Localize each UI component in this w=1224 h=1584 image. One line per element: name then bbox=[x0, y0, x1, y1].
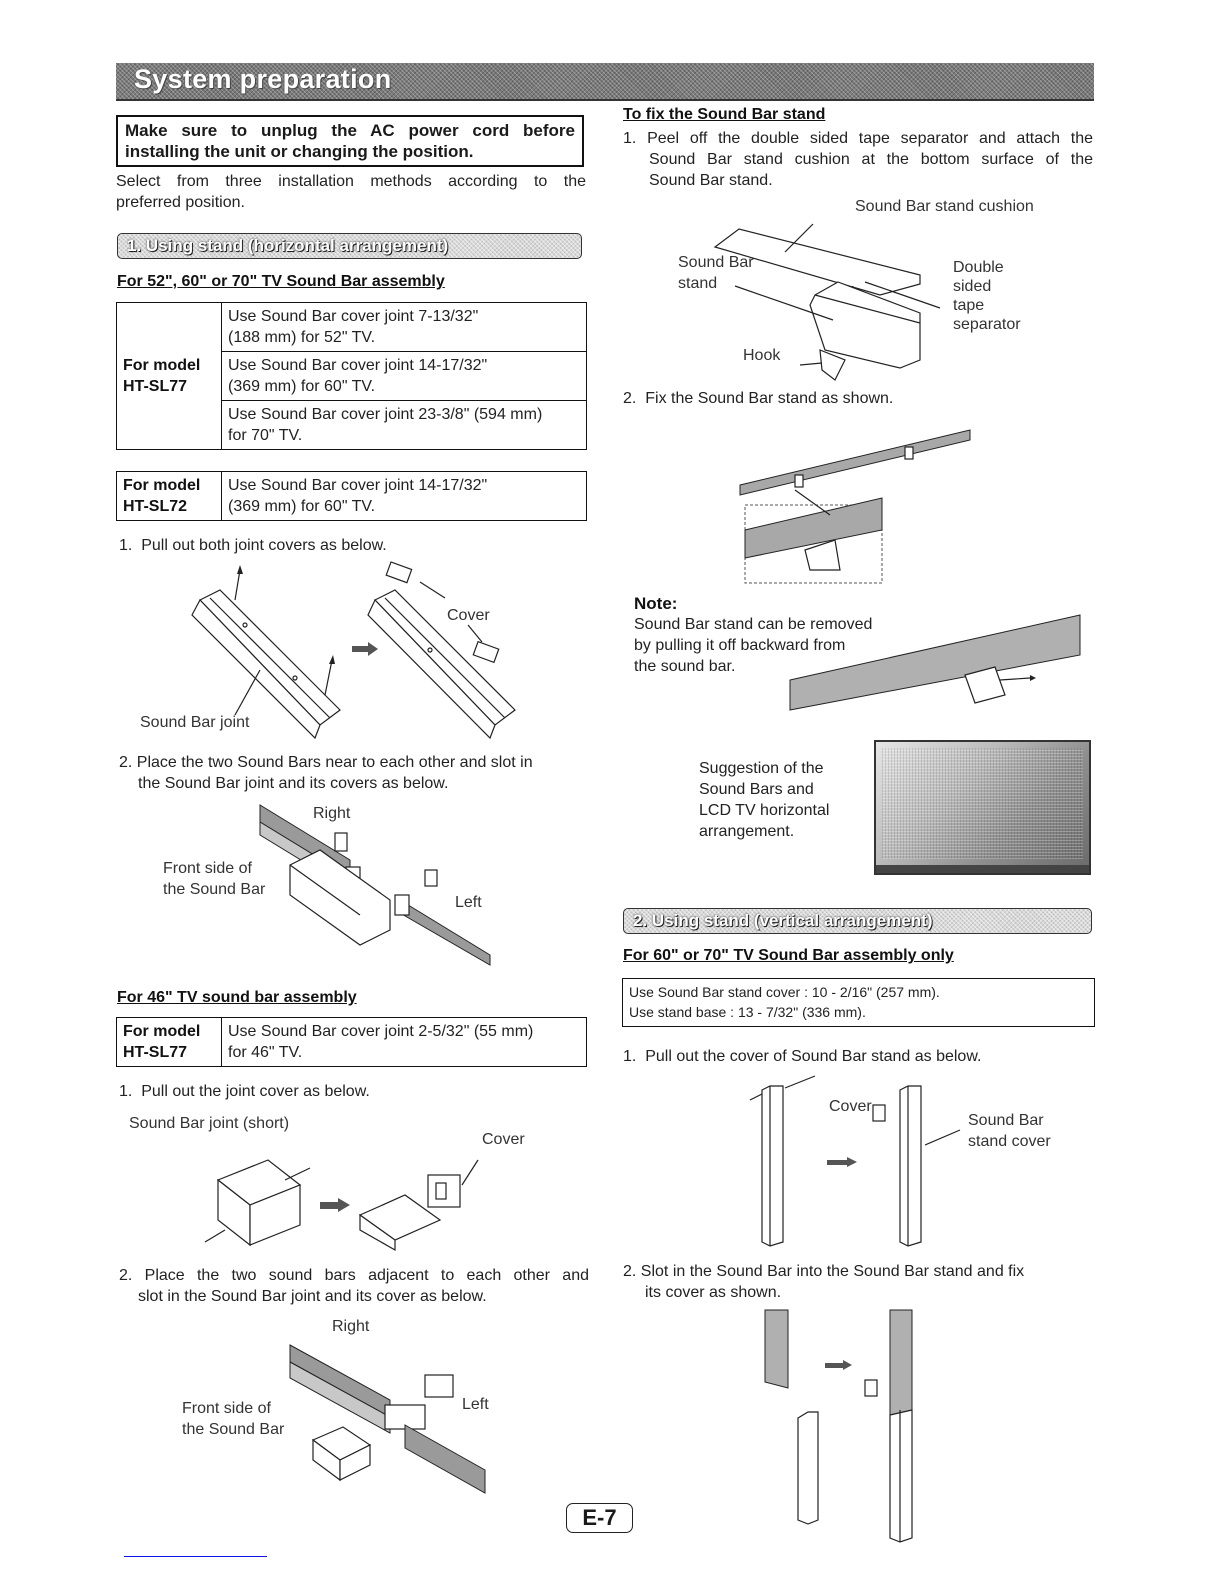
intro-line-1: Select from three installation methods according to the bbox=[116, 173, 586, 190]
figure-short-joint bbox=[200, 1150, 500, 1250]
label-line: Sound Bar bbox=[678, 254, 754, 271]
fix-step-1 bbox=[623, 128, 1093, 191]
model-label: For model bbox=[123, 357, 201, 374]
step-text: Slot in the Sound Bar into the Sound Bar stand and fix bbox=[640, 1263, 1025, 1280]
subheading-52-60-70: For 52", 60" or 70" TV Sound Bar assembly bbox=[117, 273, 445, 290]
section-2-heading: 2. Using stand (vertical arrangement) bbox=[633, 911, 933, 930]
fix-step-2 bbox=[623, 388, 893, 409]
h46-step-2 bbox=[119, 1265, 589, 1307]
joint-cover-arrow bbox=[352, 642, 378, 656]
label-line: Sound Bar bbox=[968, 1112, 1044, 1129]
label-cover-vertical: Cover bbox=[829, 1098, 872, 1115]
step-text: Pull out the cover of Sound Bar stand as below. bbox=[645, 1048, 982, 1065]
step-text: Pull out the joint cover as below. bbox=[141, 1083, 370, 1100]
step-text: the Sound Bar joint and its covers as below. bbox=[138, 775, 449, 792]
spec-line: Use Sound Bar stand cover : 10 - 2/16" (257 mm). bbox=[629, 984, 940, 1000]
suggestion-line: Suggestion of the bbox=[699, 760, 824, 777]
step-text: Sound Bar stand. bbox=[649, 172, 773, 189]
model-cell bbox=[117, 303, 222, 450]
spec-line: for 70" TV. bbox=[228, 427, 303, 444]
label-hook: Hook bbox=[743, 347, 781, 364]
model-name: HT-SL77 bbox=[123, 1044, 188, 1061]
spec-line: (369 mm) for 60" TV. bbox=[228, 498, 376, 515]
figure-slot-joint bbox=[250, 805, 500, 970]
step-number: 1. bbox=[623, 1048, 637, 1065]
label-cover: Cover bbox=[447, 607, 490, 624]
step-text: Place the two sound bars adjacent to each other and bbox=[144, 1267, 589, 1284]
step-number: 2. bbox=[623, 1263, 637, 1280]
suggestion-line: arrangement. bbox=[699, 823, 795, 840]
label-left: Left bbox=[455, 894, 482, 911]
page-title: System preparation bbox=[134, 64, 392, 94]
suggestion-text bbox=[699, 758, 829, 842]
figure-slot-short-joint bbox=[285, 1345, 485, 1495]
figure-remove-stand bbox=[790, 615, 1085, 715]
label-line: tape bbox=[953, 297, 985, 314]
step-text: Pull out both joint covers as below. bbox=[141, 537, 387, 554]
v-step-2 bbox=[623, 1261, 1093, 1303]
label-tape-separator bbox=[953, 258, 1021, 334]
warning-line-2: installing the unit or changing the position. bbox=[125, 142, 474, 161]
suggestion-line: Sound Bars and bbox=[699, 781, 814, 798]
h-step-1 bbox=[119, 535, 387, 556]
table-ht-sl72 bbox=[116, 471, 587, 521]
figure-fix-stand bbox=[740, 430, 980, 575]
v-step-1 bbox=[623, 1046, 981, 1067]
label-cover-46: Cover bbox=[482, 1131, 525, 1148]
model-name: HT-SL77 bbox=[123, 378, 188, 395]
spec-line: (369 mm) for 60" TV. bbox=[228, 378, 376, 395]
spec-line: Use Sound Bar cover joint 23-3/8" (594 mm) bbox=[228, 406, 543, 423]
spec-cell bbox=[222, 401, 587, 450]
step-text: Fix the Sound Bar stand as shown. bbox=[645, 390, 894, 407]
label-line: stand cover bbox=[968, 1133, 1051, 1150]
label-joint-short: Sound Bar joint (short) bbox=[129, 1115, 290, 1132]
intro-text bbox=[116, 171, 586, 213]
table-row bbox=[117, 303, 587, 352]
step-text: Place the two Sound Bars near to each other and slot in bbox=[136, 754, 533, 771]
footer-link-underline[interactable] bbox=[124, 1556, 267, 1557]
spec-line: Use Sound Bar cover joint 2-5/32" (55 mm) bbox=[228, 1023, 534, 1040]
label-front-side-46 bbox=[182, 1398, 284, 1440]
page-title-bar bbox=[116, 63, 1094, 101]
model-cell bbox=[117, 472, 222, 521]
fix-stand-heading: To fix the Sound Bar stand bbox=[623, 106, 826, 123]
spec-line: Use Sound Bar cover joint 14-17/32" bbox=[228, 477, 488, 494]
label-stand-cover bbox=[968, 1110, 1051, 1152]
subheading-46: For 46" TV sound bar assembly bbox=[117, 989, 357, 1006]
step-number: 1. bbox=[119, 537, 133, 554]
suggestion-line: LCD TV horizontal bbox=[699, 802, 830, 819]
label-line: separator bbox=[953, 316, 1021, 333]
table-ht-sl77 bbox=[116, 302, 587, 450]
label-front-side bbox=[163, 858, 265, 900]
sound-bar-under-tv bbox=[876, 865, 1089, 873]
label-right: Right bbox=[313, 805, 351, 822]
step-number: 2. bbox=[623, 390, 637, 407]
model-label: For model bbox=[123, 1023, 201, 1040]
label-line: stand bbox=[678, 275, 718, 292]
label-line: sided bbox=[953, 278, 992, 295]
label-sound-bar-joint: Sound Bar joint bbox=[140, 714, 250, 731]
step-number: 1. bbox=[623, 130, 637, 147]
table-row bbox=[117, 472, 587, 521]
tv-screen bbox=[882, 748, 1083, 859]
model-cell bbox=[117, 1018, 222, 1067]
joint-leader-line bbox=[235, 670, 260, 715]
step-number: 1. bbox=[119, 1083, 133, 1100]
figure-pull-joint-covers bbox=[130, 560, 590, 740]
spec-line: Use stand base : 13 - 7/32" (336 mm). bbox=[629, 1004, 866, 1020]
warning-line-1: Make sure to unplug the AC power cord before bbox=[125, 121, 575, 140]
sound-bar-joint-covers-removed bbox=[368, 562, 515, 738]
spec-cell bbox=[222, 1018, 587, 1067]
step-number: 2. bbox=[119, 1267, 133, 1284]
table-row bbox=[117, 1018, 587, 1067]
spec-cell bbox=[222, 472, 587, 521]
warning-box bbox=[116, 115, 584, 167]
spec-cell bbox=[222, 303, 587, 352]
note-line: the sound bar. bbox=[634, 658, 736, 675]
label-line: the Sound Bar bbox=[182, 1421, 285, 1438]
spec-line: Use Sound Bar cover joint 14-17/32" bbox=[228, 357, 488, 374]
lcd-tv-illustration bbox=[874, 740, 1091, 875]
step-text: Sound Bar stand cushion at the bottom surface of the bbox=[649, 151, 1093, 168]
label-left-46: Left bbox=[462, 1396, 489, 1413]
figure-vertical-slot bbox=[760, 1310, 940, 1550]
model-name: HT-SL72 bbox=[123, 498, 188, 515]
table-46-ht-sl77 bbox=[116, 1017, 587, 1067]
section-1-heading-pill bbox=[117, 233, 582, 259]
spec-line: for 46" TV. bbox=[228, 1044, 303, 1061]
step-text: Peel off the double sided tape separator and attach the bbox=[647, 130, 1093, 147]
step-number: 2. bbox=[119, 754, 133, 771]
spec-line: (188 mm) for 52" TV. bbox=[228, 329, 376, 346]
section-2-spec-box bbox=[622, 978, 1095, 1027]
section-2-subheading: For 60" or 70" TV Sound Bar assembly only bbox=[623, 947, 954, 964]
spec-line: Use Sound Bar cover joint 7-13/32" bbox=[228, 308, 479, 325]
section-2-heading-pill bbox=[623, 908, 1092, 934]
intro-line-2: preferred position. bbox=[116, 194, 245, 211]
figure-stand-cushion bbox=[705, 220, 955, 380]
note-line: by pulling it off backward from bbox=[634, 637, 846, 654]
sound-bar-joint-illustration bbox=[192, 565, 340, 738]
label-line: the Sound Bar bbox=[163, 881, 266, 898]
section-1-heading: 1. Using stand (horizontal arrangement) bbox=[127, 236, 449, 255]
label-right-46: Right bbox=[332, 1318, 370, 1335]
step-text: its cover as shown. bbox=[645, 1284, 782, 1301]
label-line: Double bbox=[953, 259, 1004, 276]
step-text: slot in the Sound Bar joint and its cover as below. bbox=[138, 1288, 487, 1305]
label-stand-cushion: Sound Bar stand cushion bbox=[855, 198, 1034, 215]
model-label: For model bbox=[123, 477, 201, 494]
note-title: Note: bbox=[634, 594, 678, 613]
spec-cell bbox=[222, 352, 587, 401]
note-line: Sound Bar stand can be removed bbox=[634, 616, 873, 633]
h46-step-1 bbox=[119, 1081, 370, 1102]
h-step-2 bbox=[119, 752, 589, 794]
label-line: Front side of bbox=[182, 1400, 271, 1417]
page-number-badge: E-7 bbox=[566, 1503, 633, 1533]
label-line: Front side of bbox=[163, 860, 252, 877]
